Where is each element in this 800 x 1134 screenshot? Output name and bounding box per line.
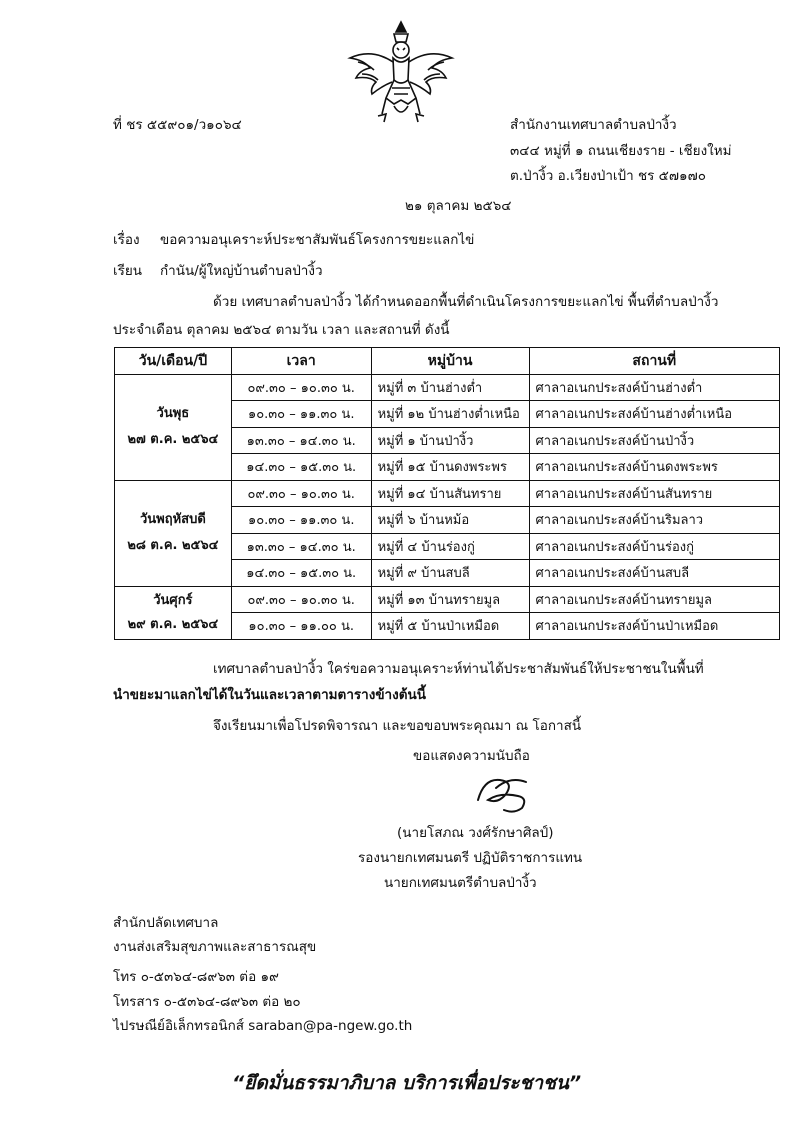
intro-line2: ประจำเดือน ตุลาคม ๒๕๖๔ ตามวัน เวลา และสถานที่ ดังนี้	[113, 322, 450, 338]
reference-number: ที่ ชร ๕๕๙๐๑/ว๑๐๖๔	[113, 117, 242, 133]
time-cell: ๐๙.๓๐ – ๑๐.๓๐ น.	[231, 374, 371, 401]
village-cell: หมู่ที่ ๑๔ บ้านสันทราย	[371, 480, 529, 507]
place-cell: ศาลาอเนกประสงค์บ้านสันทราย	[529, 480, 779, 507]
time-cell: ๑๔.๓๐ – ๑๕.๓๐ น.	[231, 454, 371, 481]
table-row	[115, 586, 780, 613]
subject-label: เรื่อง	[113, 232, 140, 248]
signatory-title1: รองนายกเทศมนตรี ปฏิบัติราชการแทน	[358, 850, 583, 866]
day-date: ๒๙ ต.ค. ๒๕๖๔	[127, 616, 219, 632]
place-cell: ศาลาอเนกประสงค์บ้านดงพระพร	[529, 454, 779, 481]
place-cell: ศาลาอเนกประสงค์บ้านทรายมูล	[529, 586, 779, 613]
request-line1: เทศบาลตำบลป่างิ้ว ใคร่ขอความอนุเคราะห์ท่านได้ประชาสัมพันธ์ให้ประชาชนในพื้นที่	[213, 661, 704, 677]
footer-email: ไปรษณีย์อิเล็กทรอนิกส์ saraban@pa-ngew.go.th	[113, 1018, 413, 1034]
village-cell: หมู่ที่ ๔ บ้านร่องกู่	[371, 533, 529, 560]
village-cell: หมู่ที่ ๖ บ้านหม้อ	[371, 507, 529, 534]
day-cell	[115, 374, 232, 480]
motto: “ยึดมั่นธรรมาภิบาล บริการเพื่อประชาชน”	[232, 1072, 582, 1094]
footer-phone: โทร ๐-๕๓๖๔-๘๙๖๓ ต่อ ๑๙	[113, 969, 279, 985]
addressee-label: เรียน	[113, 263, 143, 279]
village-cell: หมู่ที่ ๑ บ้านป่างิ้ว	[371, 427, 529, 454]
day-name: วันศุกร์	[153, 592, 193, 608]
day-cell	[115, 586, 232, 639]
day-name: วันพุธ	[156, 406, 190, 421]
place-cell: ศาลาอเนกประสงค์บ้านฮ่างต่ำ	[529, 374, 779, 401]
schedule-header-row	[115, 348, 780, 375]
place-cell: ศาลาอเนกประสงค์บ้านป่าเหมือด	[529, 613, 779, 640]
time-cell: ๑๐.๓๐ – ๑๑.๐๐ น.	[231, 613, 371, 640]
footer-division: สำนักปลัดเทศบาล	[113, 915, 219, 931]
village-cell: หมู่ที่ ๑๕ บ้านดงพระพร	[371, 454, 529, 481]
village-cell: หมู่ที่ ๑๒ บ้านฮ่างต่ำเหนือ	[371, 401, 529, 428]
sender-office: สำนักงานเทศบาลตำบลป่างิ้ว	[510, 117, 677, 133]
footer-fax: โทรสาร ๐-๕๓๖๔-๘๙๖๓ ต่อ ๒๐	[113, 994, 301, 1010]
footer-section: งานส่งเสริมสุขภาพและสาธารณสุข	[113, 939, 317, 955]
header-time: เวลา	[231, 348, 371, 375]
time-cell: ๐๙.๓๐ – ๑๐.๓๐ น.	[231, 586, 371, 613]
sender-address-line2: ต.ป่างิ้ว อ.เวียงป่าเป้า ชร ๕๗๑๗๐	[510, 168, 707, 184]
table-row	[115, 480, 780, 507]
closing-request: จึงเรียนมาเพื่อโปรดพิจารณา และขอขอบพระคุณมา ณ โอกาสนี้	[213, 718, 582, 734]
time-cell: ๑๐.๓๐ – ๑๑.๓๐ น.	[231, 401, 371, 428]
time-cell: ๑๓.๓๐ – ๑๔.๓๐ น.	[231, 533, 371, 560]
time-cell: ๑๔.๓๐ – ๑๕.๓๐ น.	[231, 560, 371, 587]
place-cell: ศาลาอเนกประสงค์บ้านฮ่างต่ำเหนือ	[529, 401, 779, 428]
request-line2: นำขยะมาแลกไข่ได้ในวันและเวลาตามตารางข้างต้นนี้	[113, 687, 426, 703]
schedule-table	[114, 347, 780, 640]
header-place: สถานที่	[529, 348, 779, 375]
place-cell: ศาลาอเนกประสงค์บ้านสบลี	[529, 560, 779, 587]
day-date: ๒๗ ต.ค. ๒๕๖๔	[127, 432, 219, 447]
village-cell: หมู่ที่ ๑๓ บ้านทรายมูล	[371, 586, 529, 613]
place-cell: ศาลาอเนกประสงค์บ้านร่องกู่	[529, 533, 779, 560]
regards: ขอแสดงความนับถือ	[413, 748, 530, 764]
day-cell	[115, 480, 232, 586]
sender-address-line1: ๓๔๔ หมู่ที่ ๑ ถนนเชียงราย - เชียงใหม่	[510, 143, 732, 159]
garuda-emblem	[342, 18, 460, 128]
signatory-name: (นายโสภณ วงศ์รักษาศิลป์)	[397, 825, 554, 841]
table-row	[115, 374, 780, 401]
subject-text: ขอความอนุเคราะห์ประชาสัมพันธ์โครงการขยะแลกไข่	[160, 232, 475, 248]
letter-date: ๒๑ ตุลาคม ๒๕๖๔	[405, 198, 512, 214]
time-cell: ๑๓.๓๐ – ๑๔.๓๐ น.	[231, 427, 371, 454]
village-cell: หมู่ที่ ๕ บ้านป่าเหมือด	[371, 613, 529, 640]
day-name: วันพฤหัสบดี	[139, 512, 206, 527]
day-date: ๒๘ ต.ค. ๒๕๖๔	[127, 538, 219, 553]
addressee-text: กำนัน/ผู้ใหญ่บ้านตำบลป่างิ้ว	[160, 263, 323, 279]
village-cell: หมู่ที่ ๓ บ้านฮ่างต่ำ	[371, 374, 529, 401]
place-cell: ศาลาอเนกประสงค์บ้านริมลาว	[529, 507, 779, 534]
signatory-title2: นายกเทศมนตรีตำบลป่างิ้ว	[384, 875, 537, 891]
header-date: วัน/เดือน/ปี	[115, 348, 232, 375]
handwritten-signature	[470, 770, 540, 816]
place-cell: ศาลาอเนกประสงค์บ้านป่างิ้ว	[529, 427, 779, 454]
village-cell: หมู่ที่ ๙ บ้านสบลี	[371, 560, 529, 587]
intro-line1: ด้วย เทศบาลตำบลป่างิ้ว ได้กำหนดออกพื้นที่ดำเนินโครงการขยะแลกไข่ พื้นที่ตำบลป่างิ้ว	[213, 294, 719, 310]
header-village: หมู่บ้าน	[371, 348, 529, 375]
time-cell: ๑๐.๓๐ – ๑๑.๓๐ น.	[231, 507, 371, 534]
time-cell: ๐๙.๓๐ – ๑๐.๓๐ น.	[231, 480, 371, 507]
